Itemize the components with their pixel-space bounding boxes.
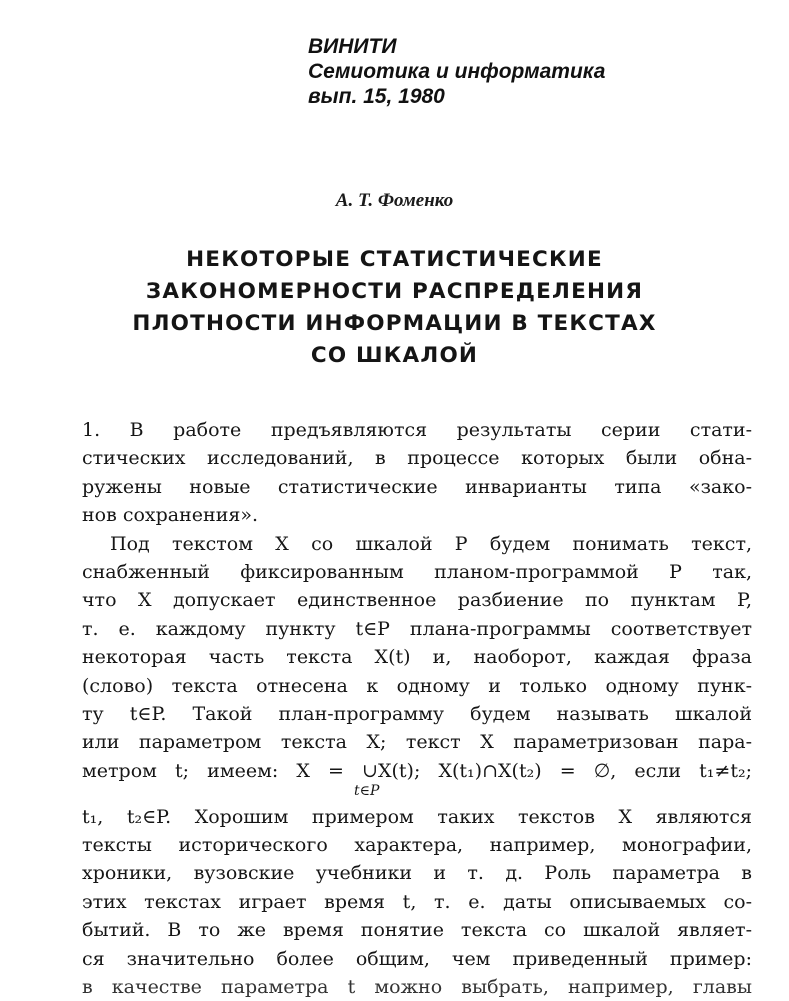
formula-line — [82, 757, 752, 803]
text-line: этих текстах играет время t, т. е. даты описываемых со- — [82, 890, 752, 913]
formula-prefix: метром t; имеем: X = — [82, 759, 363, 782]
text-line: стических исследований, в процессе которых были обна- — [82, 447, 752, 470]
text-line: Под текстом X со шкалой P будем понимать текст, — [110, 532, 752, 555]
text-line: (слово) текста отнесена к одному и только одному пунк- — [82, 674, 752, 697]
text-line: 1. В работе предъявляются результаты серии стати- — [82, 419, 752, 441]
title-line: СО ШКАЛОЙ — [310, 343, 479, 368]
union-term: ∪X(t) — [362, 759, 414, 782]
text-line: нов сохранения». — [82, 504, 259, 527]
author-name: А. Т. Фоменко — [335, 190, 454, 211]
text-line: t₁, t₂∈P. Хорошим примером таких текстов X являются — [82, 805, 752, 828]
title-line: НЕКОТОРЫЕ СТАТИСТИЧЕСКИЕ — [186, 247, 603, 272]
article-body — [82, 416, 752, 999]
publication-header — [308, 34, 605, 109]
text-line: ся значительно более общим, чем приведенный пример: — [82, 947, 752, 970]
text-line: некоторая часть текста X(t) и, наоборот, каждая фраза — [82, 646, 752, 669]
title-line: ЗАКОНОМЕРНОСТИ РАСПРЕДЕЛЕНИЯ — [145, 279, 644, 304]
text-line: снабженный фиксированным планом-программой P так, — [82, 560, 752, 583]
union-expression — [354, 757, 414, 799]
text-line: ружены новые статистические инварианты типа «зако- — [82, 475, 752, 498]
series-title: Семиотика и информатика — [308, 60, 606, 83]
article-title — [0, 244, 789, 372]
text-line: бытий. В то же время понятие текста со шкалой являет- — [82, 919, 752, 942]
text-line: тексты исторического характера, например, монографии, — [82, 834, 752, 857]
text-line: хроники, вузовские учебники и т. д. Роль параметра в — [82, 862, 752, 885]
text-line: т. е. каждому пункту t∈P плана-программы соответствует — [82, 617, 752, 640]
text-line: ту t∈P. Такой план-программу будем называть шкалой — [82, 702, 752, 725]
union-subscript: t∈P — [354, 782, 380, 799]
formula-suffix: ; X(t₁)∩X(t₂) = ∅, если t₁≠t₂; — [413, 759, 752, 782]
title-line: ПЛОТНОСТИ ИНФОРМАЦИИ В ТЕКСТАХ — [132, 311, 657, 336]
text-line-cut-off: в качестве параметра t можно выбрать, например, главы — [82, 976, 752, 999]
issue-info: вып. 15, 1980 — [308, 85, 445, 108]
text-line: или параметром текста X; текст X параметризован пара- — [82, 731, 752, 754]
text-line: что X допускает единственное разбиение по пунктам P, — [82, 589, 752, 612]
publisher-name: ВИНИТИ — [308, 35, 397, 58]
